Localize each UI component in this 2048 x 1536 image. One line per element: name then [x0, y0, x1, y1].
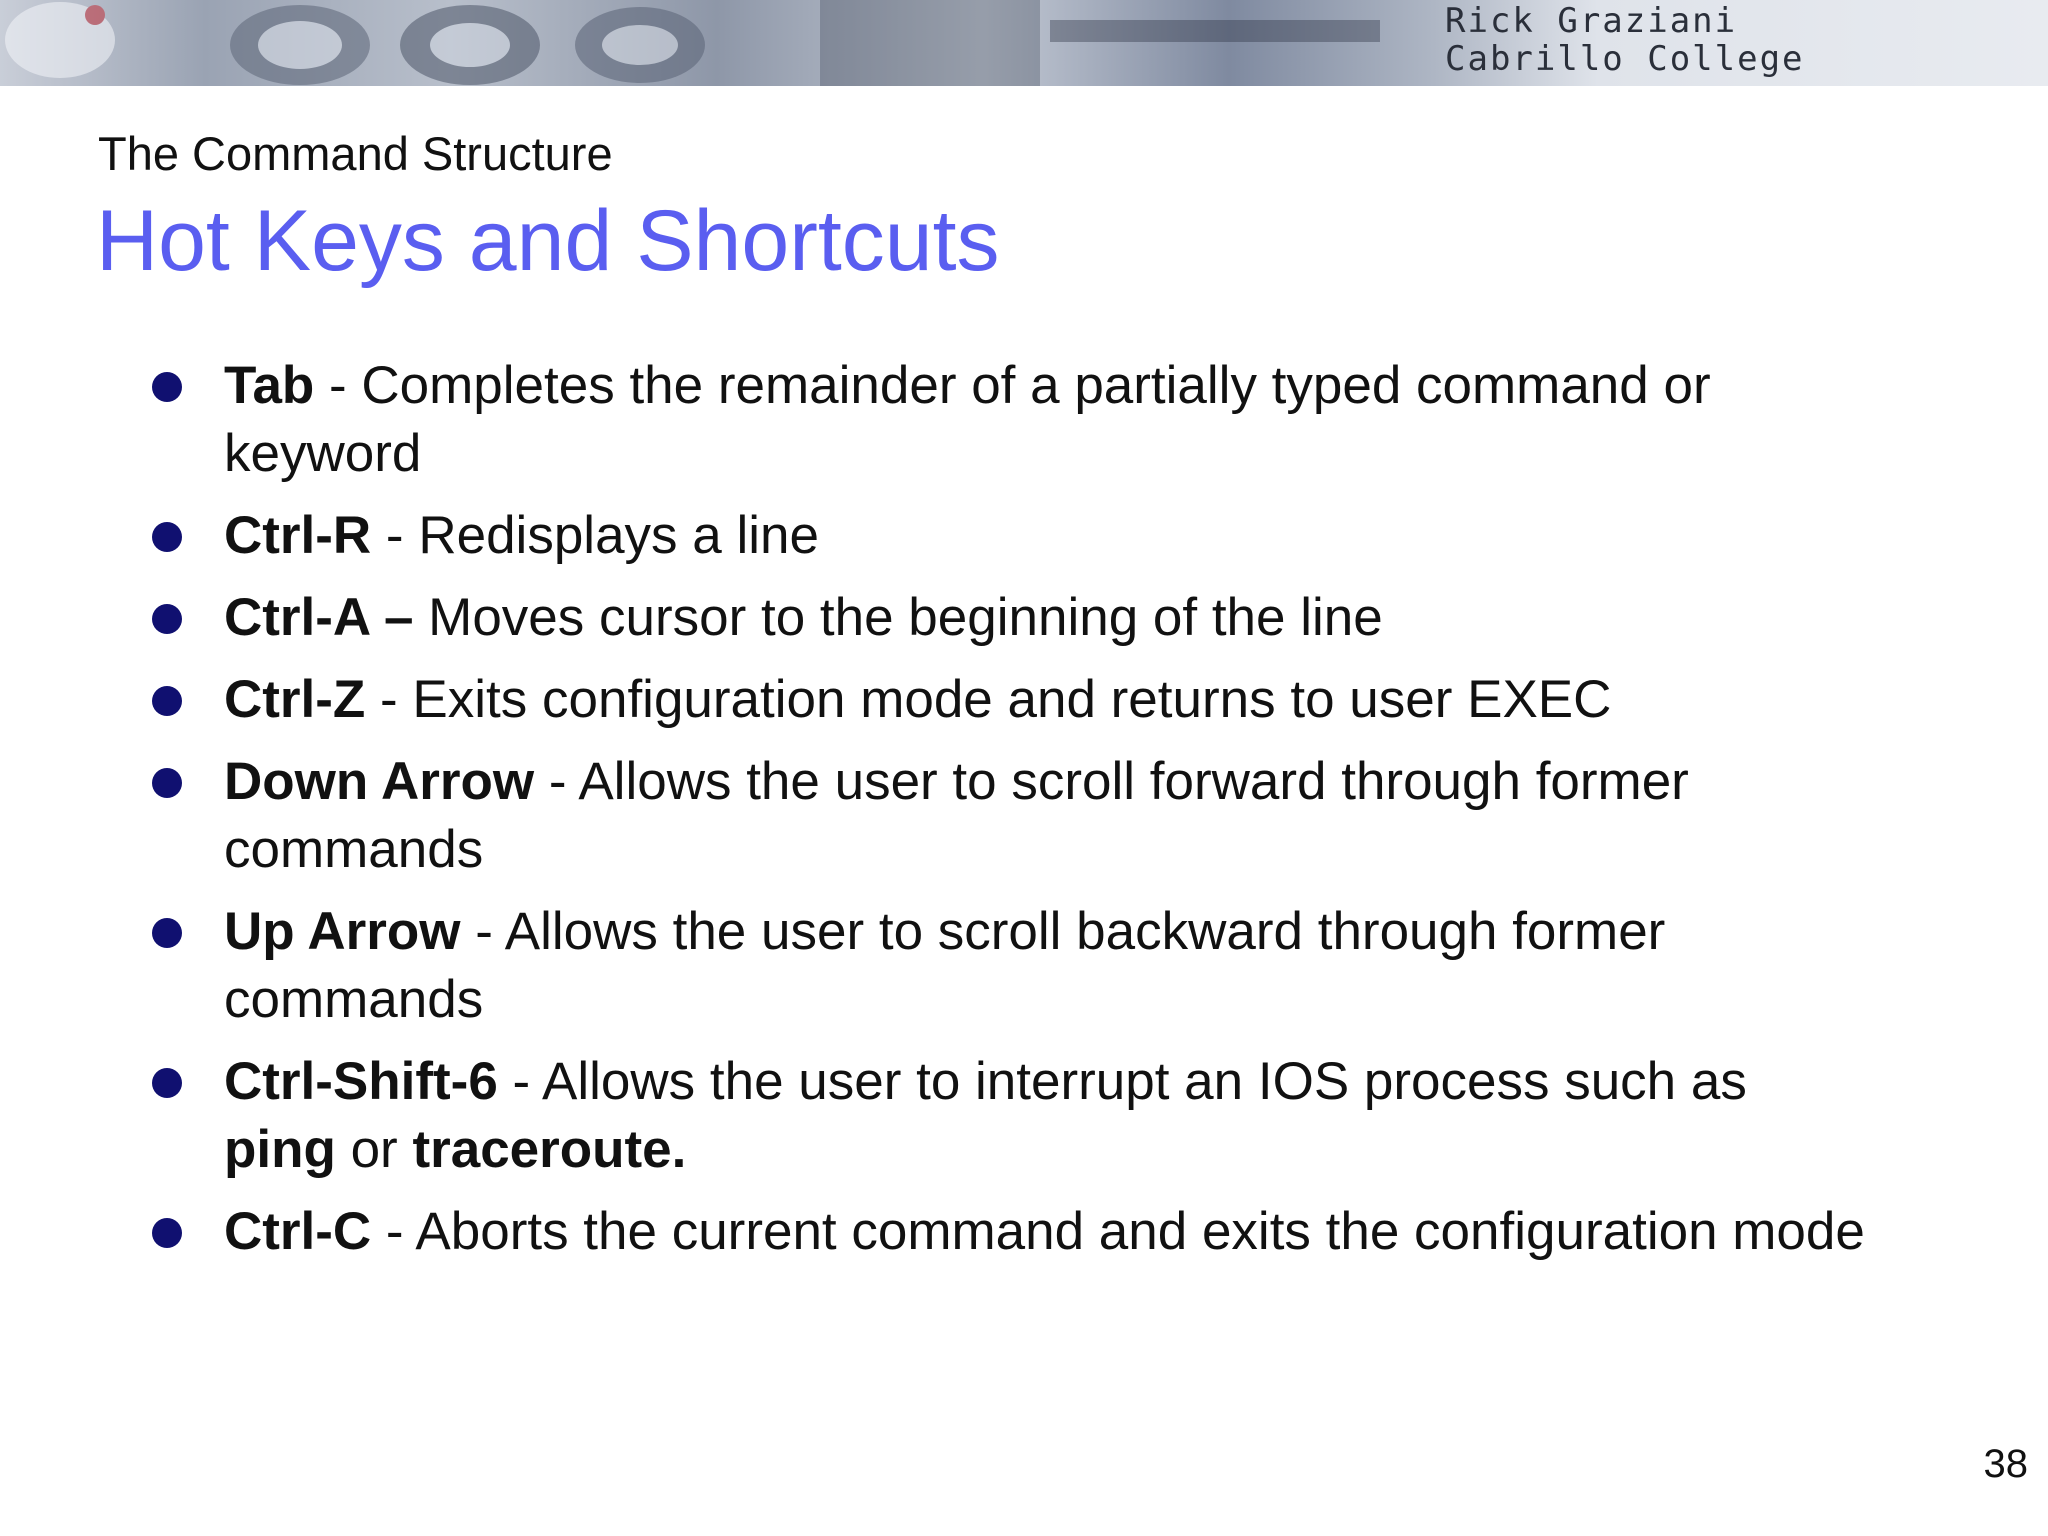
bullet-item-tab: [148, 352, 1868, 488]
bullet-dot: [152, 522, 182, 552]
bullet-bold-traceroute: traceroute.: [412, 1120, 687, 1179]
bullet-text-mid: or: [335, 1120, 413, 1179]
bullet-item-ctrl-c: [148, 1198, 1868, 1266]
bullet-dot: [152, 768, 182, 798]
bullet-key: Ctrl-Shift-6: [224, 1052, 498, 1111]
bullet-item-up-arrow: [148, 898, 1868, 1034]
bullet-text: Allows the user to interrupt an IOS process such as: [542, 1052, 1747, 1111]
bullet-sep: [413, 588, 428, 647]
bullet-text: Redisplays a line: [418, 506, 819, 565]
header-text: [1445, 2, 1805, 78]
bullet-item-ctrl-z: [148, 666, 1868, 734]
bullet-key: Up Arrow: [224, 902, 461, 961]
bullet-key: Tab: [224, 356, 315, 415]
bullet-key: Ctrl-C: [224, 1202, 372, 1261]
header-author: Rick Graziani: [1445, 1, 1738, 41]
bullet-item-ctrl-r: [148, 502, 1868, 570]
bullet-item-ctrl-shift-6: [148, 1048, 1868, 1184]
bullet-sep: -: [371, 506, 419, 565]
bullet-text: Aborts the current command and exits the configuration mode: [415, 1202, 1865, 1261]
bullet-dot: [152, 686, 182, 716]
bullet-text: Moves cursor to the beginning of the line: [428, 588, 1383, 647]
bullet-dot: [152, 1218, 182, 1248]
bullet-sep: -: [314, 356, 362, 415]
bullet-text: Allows the user to scroll forward through former commands: [224, 752, 1689, 879]
header-banner: [0, 0, 2048, 86]
bullet-sep: -: [460, 902, 505, 961]
header-institution: Cabrillo College: [1445, 39, 1805, 79]
bullet-sep: -: [497, 1052, 542, 1111]
bullet-key: Down Arrow: [224, 752, 535, 811]
bullet-dot: [152, 1068, 182, 1098]
bullet-dot: [152, 604, 182, 634]
bullet-bold-ping: ping: [224, 1120, 336, 1179]
bullet-text: Exits configuration mode and returns to user EXEC: [412, 670, 1612, 729]
bullet-text: Allows the user to scroll backward through former commands: [224, 902, 1666, 1029]
bullet-key: Ctrl-A –: [224, 588, 414, 647]
bullet-item-ctrl-a: [148, 584, 1868, 652]
bullet-list: [148, 352, 1868, 1280]
bullet-sep: -: [365, 670, 413, 729]
bullet-dot: [152, 372, 182, 402]
header-photo: [0, 0, 1420, 86]
bullet-item-down-arrow: [148, 748, 1868, 884]
slide-title: Hot Keys and Shortcuts: [96, 193, 1000, 289]
bullet-sep: -: [534, 752, 579, 811]
bullet-text: Completes the remainder of a partially typed command or keyword: [224, 356, 1711, 483]
bullet-key: Ctrl-Z: [224, 670, 366, 729]
slide-subtitle: The Command Structure: [98, 127, 613, 180]
bullet-sep: -: [371, 1202, 416, 1261]
page-number: 38: [1983, 1442, 2028, 1486]
bullet-key: Ctrl-R: [224, 506, 372, 565]
bullet-dot: [152, 918, 182, 948]
